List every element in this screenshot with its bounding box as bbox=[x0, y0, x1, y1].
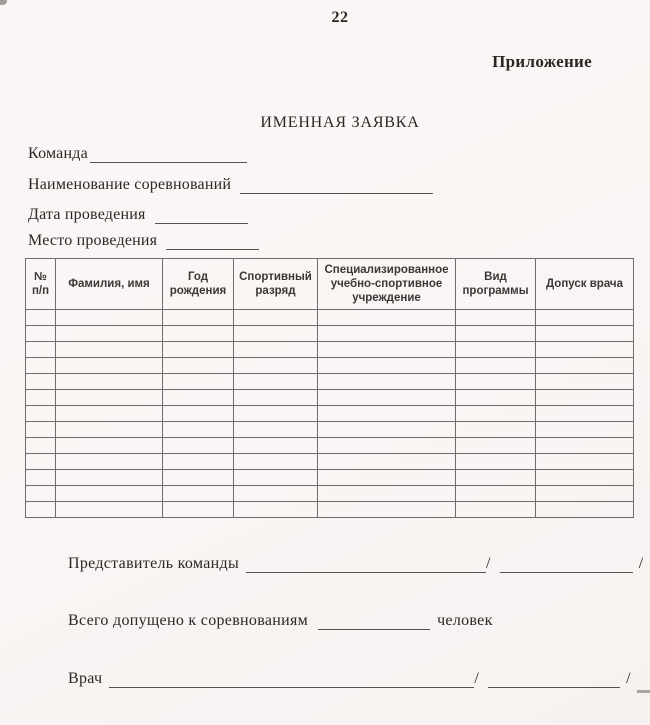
empty-cell bbox=[318, 422, 456, 438]
empty-cell bbox=[26, 486, 56, 502]
empty-cell bbox=[26, 438, 56, 454]
empty-cell bbox=[163, 422, 234, 438]
empty-cell bbox=[163, 502, 234, 518]
empty-cell bbox=[56, 374, 163, 390]
field-date-label: Дата проведения bbox=[28, 206, 146, 223]
table-row bbox=[26, 374, 634, 390]
empty-cell bbox=[318, 310, 456, 326]
column-header: Спортивный разряд bbox=[234, 259, 318, 310]
empty-cell bbox=[163, 406, 234, 422]
empty-cell bbox=[26, 310, 56, 326]
empty-cell bbox=[234, 374, 318, 390]
doctor-signature-line bbox=[109, 671, 474, 688]
empty-cell bbox=[234, 358, 318, 374]
empty-cell bbox=[56, 342, 163, 358]
empty-cell bbox=[536, 438, 634, 454]
empty-cell bbox=[318, 470, 456, 486]
table-row bbox=[26, 454, 634, 470]
table-row bbox=[26, 358, 634, 374]
empty-cell bbox=[456, 470, 536, 486]
roster-table bbox=[25, 258, 634, 518]
empty-cell bbox=[234, 422, 318, 438]
empty-cell bbox=[456, 374, 536, 390]
scan-artifact-corner bbox=[0, 0, 7, 5]
empty-cell bbox=[456, 502, 536, 518]
empty-cell bbox=[26, 502, 56, 518]
empty-cell bbox=[26, 406, 56, 422]
empty-cell bbox=[536, 310, 634, 326]
empty-cell bbox=[318, 390, 456, 406]
separator-slash: / bbox=[626, 670, 631, 687]
empty-cell bbox=[456, 390, 536, 406]
separator-slash: / bbox=[486, 555, 491, 572]
empty-cell bbox=[536, 390, 634, 406]
separator-slash: / bbox=[474, 670, 480, 687]
empty-cell bbox=[56, 470, 163, 486]
field-venue bbox=[28, 232, 259, 250]
doctor-name-line bbox=[488, 671, 620, 688]
field-competition-blank-line bbox=[240, 177, 433, 194]
table-row bbox=[26, 326, 634, 342]
field-date bbox=[28, 206, 248, 224]
column-header: Допуск врача bbox=[536, 259, 634, 310]
table-row bbox=[26, 310, 634, 326]
empty-cell bbox=[456, 438, 536, 454]
empty-cell bbox=[234, 454, 318, 470]
field-competition-label: Наименование соревнований bbox=[28, 176, 232, 193]
empty-cell bbox=[234, 406, 318, 422]
empty-cell bbox=[234, 438, 318, 454]
empty-cell bbox=[318, 374, 456, 390]
empty-cell bbox=[318, 454, 456, 470]
empty-cell bbox=[536, 374, 634, 390]
doctor-label: Врач bbox=[68, 670, 103, 687]
form-title: ИМЕННАЯ ЗАЯВКА bbox=[260, 114, 420, 131]
empty-cell bbox=[163, 326, 234, 342]
table-row bbox=[26, 470, 634, 486]
table-row bbox=[26, 438, 634, 454]
table-row bbox=[26, 342, 634, 358]
total-admitted-suffix: человек bbox=[437, 612, 493, 629]
empty-cell bbox=[163, 390, 234, 406]
representative-label: Представитель команды bbox=[68, 555, 239, 572]
empty-cell bbox=[536, 470, 634, 486]
empty-cell bbox=[163, 438, 234, 454]
empty-cell bbox=[163, 486, 234, 502]
empty-cell bbox=[56, 502, 163, 518]
empty-cell bbox=[26, 342, 56, 358]
page-number: 22 bbox=[331, 9, 349, 26]
table-row bbox=[26, 390, 634, 406]
empty-cell bbox=[26, 470, 56, 486]
roster-header-row bbox=[26, 259, 634, 310]
column-header: Специализированное учебно-спортивное учреждение bbox=[318, 259, 456, 310]
empty-cell bbox=[56, 310, 163, 326]
empty-cell bbox=[163, 358, 234, 374]
field-competition bbox=[28, 176, 433, 194]
empty-cell bbox=[234, 310, 318, 326]
scan-artifact-edge bbox=[637, 690, 650, 693]
representative-signature-line bbox=[246, 556, 486, 573]
empty-cell bbox=[163, 342, 234, 358]
empty-cell bbox=[536, 342, 634, 358]
representative-name-line bbox=[500, 556, 633, 573]
table-row bbox=[26, 406, 634, 422]
empty-cell bbox=[26, 326, 56, 342]
empty-cell bbox=[456, 406, 536, 422]
empty-cell bbox=[318, 438, 456, 454]
empty-cell bbox=[456, 422, 536, 438]
column-header: Год рождения bbox=[163, 259, 234, 310]
empty-cell bbox=[318, 342, 456, 358]
empty-cell bbox=[536, 326, 634, 342]
empty-cell bbox=[163, 310, 234, 326]
column-header: Фамилия, имя bbox=[56, 259, 163, 310]
empty-cell bbox=[26, 422, 56, 438]
empty-cell bbox=[318, 358, 456, 374]
empty-cell bbox=[56, 390, 163, 406]
empty-cell bbox=[234, 326, 318, 342]
footer-representative bbox=[68, 555, 644, 573]
empty-cell bbox=[56, 406, 163, 422]
footer-doctor bbox=[68, 670, 631, 688]
empty-cell bbox=[26, 358, 56, 374]
field-team-label: Команда bbox=[28, 145, 88, 162]
empty-cell bbox=[163, 470, 234, 486]
field-venue-blank-line bbox=[166, 233, 259, 250]
empty-cell bbox=[163, 374, 234, 390]
empty-cell bbox=[318, 502, 456, 518]
footer-total-admitted bbox=[68, 612, 493, 630]
empty-cell bbox=[536, 406, 634, 422]
empty-cell bbox=[234, 342, 318, 358]
table-row bbox=[26, 486, 634, 502]
field-team bbox=[28, 145, 247, 163]
empty-cell bbox=[318, 326, 456, 342]
empty-cell bbox=[26, 374, 56, 390]
empty-cell bbox=[456, 454, 536, 470]
field-team-blank-line bbox=[90, 146, 247, 163]
empty-cell bbox=[456, 310, 536, 326]
empty-cell bbox=[456, 342, 536, 358]
empty-cell bbox=[536, 422, 634, 438]
empty-cell bbox=[56, 422, 163, 438]
empty-cell bbox=[56, 358, 163, 374]
total-admitted-label: Всего допущено к соревнованиям bbox=[68, 612, 309, 629]
total-admitted-blank-line bbox=[318, 613, 430, 630]
empty-cell bbox=[536, 502, 634, 518]
field-date-blank-line bbox=[155, 207, 248, 224]
empty-cell bbox=[56, 438, 163, 454]
empty-cell bbox=[456, 358, 536, 374]
empty-cell bbox=[26, 390, 56, 406]
empty-cell bbox=[456, 326, 536, 342]
empty-cell bbox=[234, 486, 318, 502]
empty-cell bbox=[536, 454, 634, 470]
empty-cell bbox=[536, 486, 634, 502]
empty-cell bbox=[234, 502, 318, 518]
empty-cell bbox=[234, 390, 318, 406]
empty-cell bbox=[56, 326, 163, 342]
empty-cell bbox=[56, 454, 163, 470]
appendix-label: Приложение bbox=[492, 52, 592, 71]
column-header: Вид программы bbox=[456, 259, 536, 310]
field-venue-label: Место проведения bbox=[28, 232, 158, 249]
empty-cell bbox=[318, 406, 456, 422]
table-row bbox=[26, 502, 634, 518]
empty-cell bbox=[163, 454, 234, 470]
empty-cell bbox=[456, 486, 536, 502]
column-header: № п/п bbox=[26, 259, 56, 310]
empty-cell bbox=[536, 358, 634, 374]
table-row bbox=[26, 422, 634, 438]
empty-cell bbox=[318, 486, 456, 502]
empty-cell bbox=[26, 454, 56, 470]
empty-cell bbox=[56, 486, 163, 502]
empty-cell bbox=[234, 470, 318, 486]
separator-slash: / bbox=[638, 555, 644, 572]
